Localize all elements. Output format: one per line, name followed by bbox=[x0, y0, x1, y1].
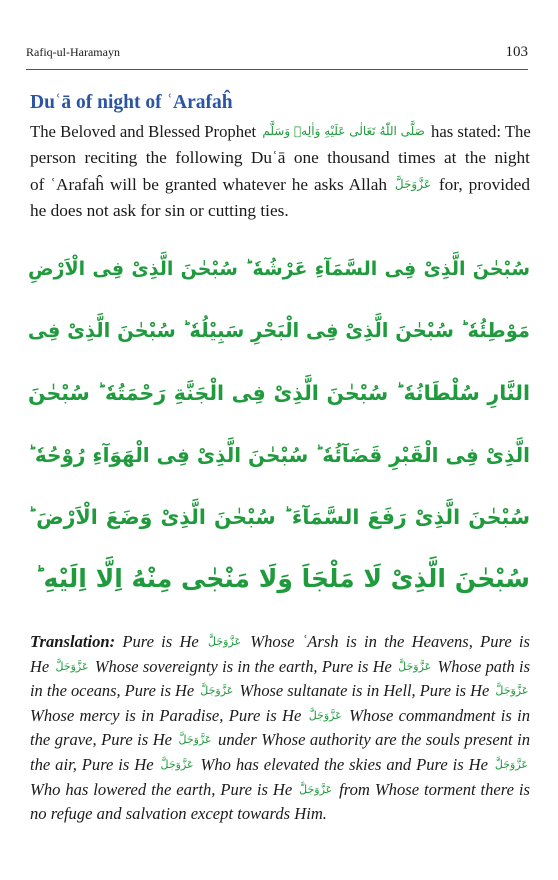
allah-honorific: عَزَّوَجَلَّ bbox=[398, 659, 432, 673]
dua-line-4: الَّذِىْ فِى الْقَبْرِ قَضَآئُهٗ ؕ سُبْحٰنَ الَّذِىْ فِى الْهَوَآءِ رُوْحُهٗ ؕ bbox=[27, 443, 530, 467]
translation-line-7: Who has lowered the earth, Pure is He عَزَّوَجَلَّ from Whose torment there is bbox=[30, 779, 530, 799]
allah-honorific: عَزَّوَجَلَّ bbox=[308, 708, 342, 722]
translation-line-8: no refuge and salvation except towards Him. bbox=[30, 804, 327, 824]
allah-honorific: عَزَّوَجَلَّ bbox=[55, 659, 89, 673]
allah-honorific: عَزَّوَجَلَّ bbox=[178, 733, 212, 747]
intro-line-4: he does not ask for sin or cutting ties. bbox=[30, 201, 289, 220]
header-rule bbox=[26, 69, 528, 70]
section-heading: Duʿā of night of ʿArafaĥ bbox=[30, 92, 233, 113]
running-header bbox=[26, 44, 528, 61]
translation-line-2: He عَزَّوَجَلَّ Whose sovereignty is in the earth, Pure is He عَزَّوَجَلَّ Whose path is bbox=[30, 656, 530, 676]
allah-honorific: عَزَّوَجَلَّ bbox=[394, 177, 432, 191]
arabic-dua bbox=[28, 238, 530, 610]
translation-label: Translation: bbox=[30, 632, 116, 651]
prophet-honorific: صَلَّى اللّٰهُ تَعَالٰى عَلَيْهِ وَاٰلِهٖ وَسَلَّم bbox=[262, 124, 425, 138]
translation-paragraph bbox=[30, 630, 530, 827]
allah-honorific: عَزَّوَجَلَّ bbox=[495, 684, 529, 698]
allah-honorific: عَزَّوَجَلَّ bbox=[494, 757, 528, 771]
allah-honorific: عَزَّوَجَلَّ bbox=[299, 782, 333, 796]
translation-line-1: Translation: Pure is He عَزَّوَجَلَّ Whose ʿArsh is in the Heavens, Pure is bbox=[30, 632, 530, 651]
translation-line-5: the grave, Pure is He عَزَّوَجَلَّ under Whose authority are the souls present in bbox=[30, 730, 530, 750]
allah-honorific: عَزَّوَجَلَّ bbox=[208, 635, 242, 648]
translation-line-6: the air, Pure is He عَزَّوَجَلَّ Who has elevated the skies and Pure is He عَزَّوَجَلَّ bbox=[30, 754, 528, 774]
intro-line-1: The Beloved and Blessed Prophet صَلَّى اللّٰهُ تَعَالٰى عَلَيْهِ وَاٰلِهٖ وَسَلَّم has stated: The bbox=[30, 122, 531, 141]
dua-line-5: سُبْحٰنَ الَّذِىْ رَفَعَ السَّمَآءَ ؕ سُبْحٰنَ الَّذِىْ وَضَعَ الْاَرْضَ ؕ bbox=[28, 505, 530, 529]
translation-line-3: in the oceans, Pure is He عَزَّوَجَلَّ Whose sultanate is in Hell, Pure is He عَزَّوَجَلَّ bbox=[30, 681, 529, 701]
dua-line-2: مَوْطِئُهٗ ؕ سُبْحٰنَ الَّذِىْ فِى الْبَحْرِ سَبِيْلُهٗ ؕ سُبْحٰنَ الَّذِىْ فِى bbox=[27, 319, 530, 342]
allah-honorific: عَزَّوَجَلَّ bbox=[160, 757, 194, 771]
intro-line-2: person reciting the following Duʿā one thousand times at the night bbox=[30, 148, 530, 167]
page-number: 103 bbox=[505, 44, 528, 60]
dua-line-6: سُبْحٰنَ الَّذِىْ لَا مَلْجَاَ وَلَا مَنْجٰى مِنْهُ اِلَّا اِلَيْهِ ؕ bbox=[34, 564, 530, 593]
dua-line-1: سُبْحٰنَ الَّذِىْ فِى السَّمَآءِ عَرْشُهٗ ؕ سُبْحٰنَ الَّذِىْ فِى الْاَرْضِ bbox=[28, 258, 530, 280]
intro-paragraph bbox=[30, 118, 530, 224]
translation-line-4: Whose mercy is in Paradise, Pure is He عَزَّوَجَلَّ Whose commandment is in bbox=[30, 705, 530, 725]
intro-line-3: of ʿArafaĥ will be granted whatever he asks Allah عَزَّوَجَلَّ for, provided bbox=[30, 175, 530, 194]
book-title: Rafiq-ul-Haramayn bbox=[26, 45, 120, 59]
allah-honorific: عَزَّوَجَلَّ bbox=[200, 684, 234, 698]
dua-line-3: النَّارِ سُلْطَانُهٗ ؕ سُبْحٰنَ الَّذِىْ فِى الْجَنَّةِ رَحْمَتُهٗ ؕ سُبْحٰنَ bbox=[28, 381, 530, 405]
